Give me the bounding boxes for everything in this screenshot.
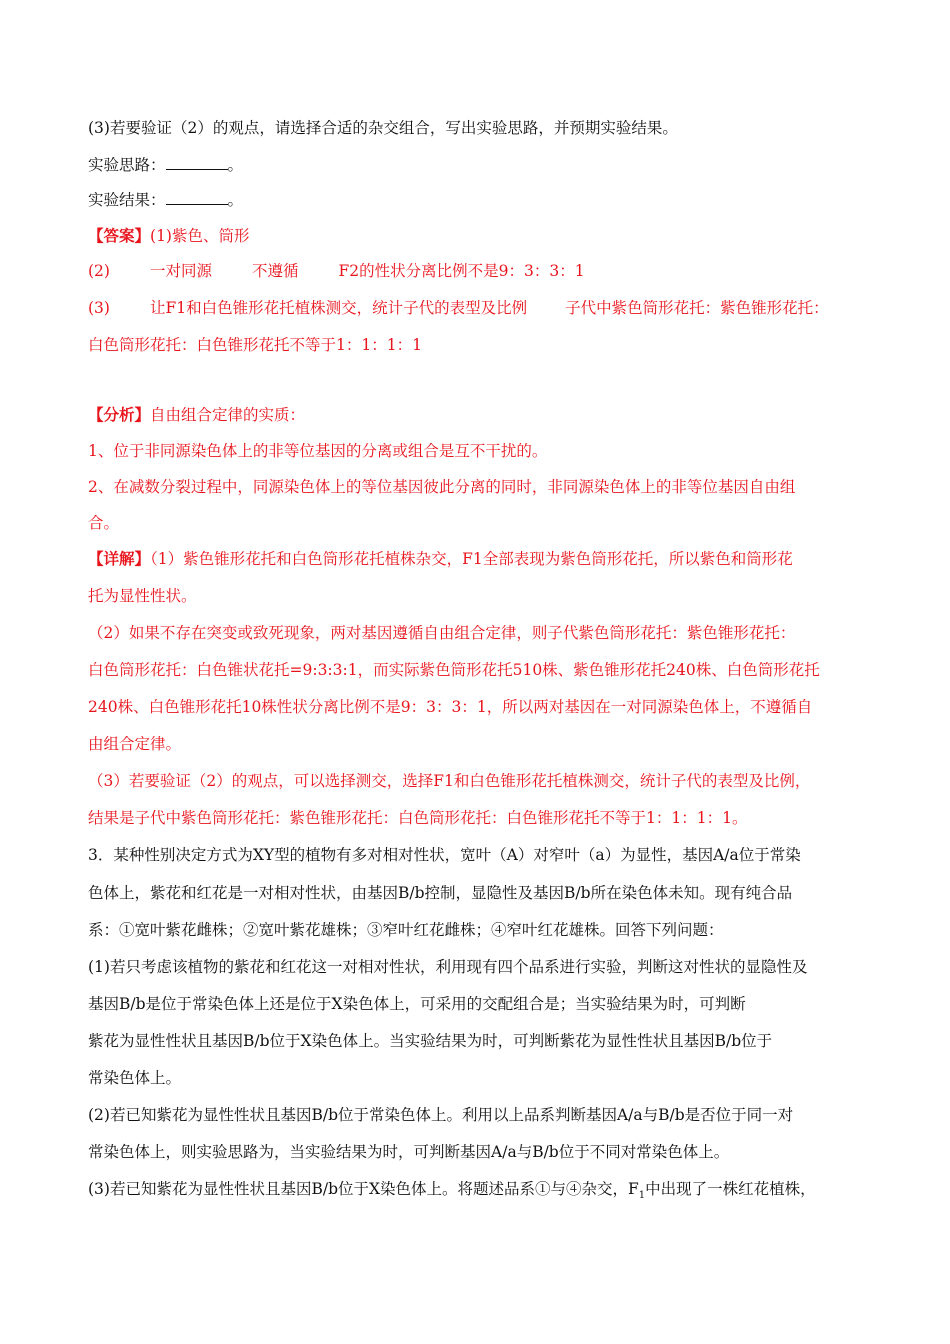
detail-line-8: 结果是子代中紫色筒形花托：紫色锥形花托：白色筒形花托：白色锥形花托不等于1：1：1：1。 xyxy=(88,809,748,827)
detail-line-5: 240株、白色锥形花托10株性状分离比例不是9：3：3：1，所以两对基因在一对同源染色体上，不遵循自 xyxy=(88,698,813,716)
detail-line-4: 白色筒形花托：白色锥状花托=9:3:3:1，而实际紫色筒形花托510株、紫色锥形花托240株、白色筒形花托 xyxy=(88,661,820,679)
experiment-idea-line: 实验思路： 。 xyxy=(88,156,244,174)
analysis-point-2-cont: 合。 xyxy=(88,514,120,532)
q3-part1-line-1: (1)若只考虑该植物的紫花和红花这一对相对性状，利用现有四个品系进行实验，判断这对性状的显隐性及 xyxy=(88,958,808,976)
detail-line-2: 托为显性性状。 xyxy=(88,587,197,605)
detail-line-7: （3）若要验证（2）的观点，可以选择测交，选择F1和白色锥形花托植株测交，统计子代的表型及比例， xyxy=(88,772,811,790)
detail-line-1: 【详解】（1）紫色锥形花托和白色筒形花托植株杂交，F1全部表现为紫色筒形花托，所以紫色和筒形花 xyxy=(88,549,793,568)
answer-tag: 【答案】 xyxy=(88,226,151,245)
q3-part1-line-3: 紫花为显性性状且基因B/b位于X染色体上。当实验结果为时，可判断紫花为显性性状且基因B/b位于 xyxy=(88,1032,773,1050)
detail-tag: 【详解】 xyxy=(88,549,151,568)
detail-line-3: （2）如果不存在突变或致死现象，两对基因遵循自由组合定律，则子代紫色筒形花托：紫色锥形花托： xyxy=(88,624,796,642)
q3-line-2: 色体上，紫花和红花是一对相对性状，由基因B/b控制，显隐性及基因B/b所在染色体未知。现有纯合品 xyxy=(88,884,793,902)
q3-part2-line-1: (2)若已知紫花为显性性状且基因B/b位于常染色体上。利用以上品系判断基因A/a与B/b是否位于同一对 xyxy=(88,1106,794,1124)
result-label: 实验结果： xyxy=(88,191,166,209)
q3-part1-line-4: 常染色体上。 xyxy=(88,1069,182,1087)
answer-line-4: 白色筒形花托：白色锥形花托不等于1：1：1：1 xyxy=(88,336,422,354)
answer-line-3: (3) 让F1和白色锥形花托植株测交，统计子代的表型及比例 子代中紫色筒形花托：紫色锥形花托： xyxy=(88,299,829,317)
q2-part3-question: (3)若要验证（2）的观点，请选择合适的杂交组合，写出实验思路，并预期实验结果。 xyxy=(88,119,678,137)
q3-line-3: 系：①宽叶紫花雌株；②宽叶紫花雄株；③窄叶红花雌株；④窄叶红花雄株。回答下列问题： xyxy=(88,921,724,939)
q3-part1-line-2: 基因B/b是位于常染色体上还是位于X染色体上，可采用的交配组合是；当实验结果为时，可判断 xyxy=(88,995,746,1013)
analysis-tag: 【分析】 xyxy=(88,405,151,424)
idea-blank xyxy=(166,155,228,170)
analysis-point-2: 2、在减数分裂过程中，同源染色体上的等位基因彼此分离的同时，非同源染色体上的非等位基因自由组 xyxy=(88,478,796,496)
analysis-point-1: 1、位于非同源染色体上的非等位基因的分离或组合是互不干扰的。 xyxy=(88,442,548,460)
answer-line-1: 【答案】(1)紫色、筒形 xyxy=(88,226,250,245)
detail-line-6: 由组合定律。 xyxy=(88,735,182,753)
answer-line-2: (2) 一对同源 不遵循 F2的性状分离比例不是9：3：3：1 xyxy=(88,262,585,280)
q3-part3-line-1: (3)若已知紫花为显性性状且基因B/b位于X染色体上。将题述品系①与④杂交，$F_1$中出现了一株红花植株， xyxy=(88,1180,816,1202)
experiment-result-line: 实验结果： 。 xyxy=(88,191,244,209)
result-blank xyxy=(166,190,228,205)
idea-label: 实验思路： xyxy=(88,156,166,174)
q3-part2-line-2: 常染色体上，则实验思路为，当实验结果为时，可判断基因A/a与B/b位于不同对常染色体上。 xyxy=(88,1143,730,1161)
q3-line-1: 3．某种性别决定方式为XY型的植物有多对相对性状，宽叶（A）对窄叶（a）为显性，基因A/a位于常染 xyxy=(88,846,801,864)
analysis-line-1: 【分析】自由组合定律的实质： xyxy=(88,405,306,424)
